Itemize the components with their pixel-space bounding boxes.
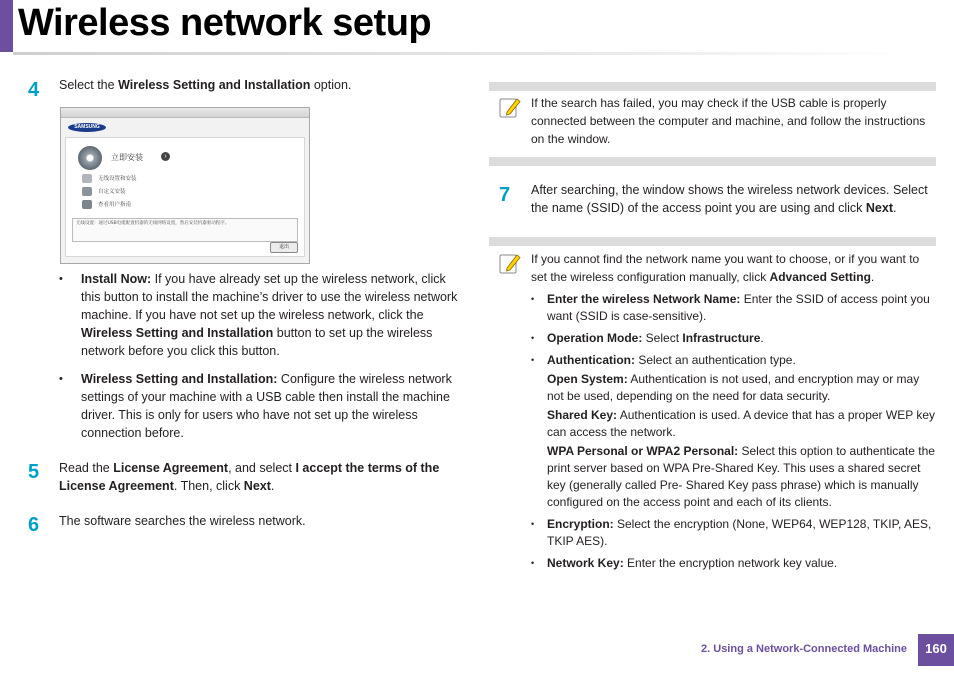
step-7-text: After searching, the window shows the wireless network devices. Select the name (SSID) of the access point you are using and click Next. xyxy=(531,183,928,215)
install-options-list xyxy=(59,270,467,442)
custom-install-label[interactable]: 自定义安装 xyxy=(98,189,126,195)
note-pencil-icon xyxy=(498,95,522,119)
wireless-option-label[interactable]: 无线设置和安装 xyxy=(98,176,137,182)
sub-paragraph: Open System: Authentication is not used, and encryption may or may not be used, depending on the need for data security. xyxy=(547,372,920,403)
note-top-rule xyxy=(489,82,936,91)
step-number-4: 4 xyxy=(28,79,40,101)
list-item: • Network Key: Enter the encryption network key value. xyxy=(531,555,936,572)
list-item: • Wireless Setting and Installation: Configure the wireless network settings of your machine with a USB cable then install the machine driver. This is only for users who have not set up the wireless connection before. xyxy=(59,370,467,442)
description-box xyxy=(72,218,298,242)
install-now-label[interactable]: 立即安装 xyxy=(111,153,143,162)
footer-chapter: 2. Using a Network-Connected Machine xyxy=(701,643,907,655)
user-guide-icon xyxy=(82,200,92,209)
page-title: Wireless network setup xyxy=(18,2,432,44)
step-4-text: Select the Wireless Setting and Installation option. xyxy=(59,78,352,92)
step-6-text: The software searches the wireless network. xyxy=(59,514,306,528)
list-item: • Install Now: If you have already set up the wireless network, click this button to install the machine’s driver to use the wireless network machine. If you have not set up the wireless network, click the Wireless Setting and Installation button to set up the wireless network before you click this button. xyxy=(59,270,467,360)
note-advanced-setting: If you cannot find the network name you want to choose, or if you want to set the wireless configuration manually, click Advanced Setting. xyxy=(531,252,920,284)
step-number-5: 5 xyxy=(28,461,40,483)
description-text: 无线设置：通过USB电缆配置机器的无线网络设置，然后安装机器驱动程序。 xyxy=(76,221,230,226)
list-item: • Enter the wireless Network Name: Enter the SSID of access point you want (SSID is case-sensitive). xyxy=(531,291,936,325)
sub-paragraph: WPA Personal or WPA2 Personal: Select this option to authenticate the print server based on WPA Pre-Shared Key. This uses a shared secret key (generally called Pre- Shared Key pass phrase) which is manually configured on the access point and each of its clients. xyxy=(547,444,935,509)
step-number-6: 6 xyxy=(28,514,40,536)
exit-button[interactable]: 退出 xyxy=(270,242,298,253)
installer-screenshot xyxy=(60,107,310,264)
screenshot-body xyxy=(65,137,305,257)
title-divider xyxy=(13,52,913,55)
advanced-settings-list xyxy=(531,291,936,572)
sub-paragraph: Shared Key: Authentication is used. A device that has a proper WEP key can access the network. xyxy=(547,408,936,439)
brand-text: SAMSUNG xyxy=(74,124,100,130)
user-guide-label[interactable]: 查看用户指南 xyxy=(98,202,132,208)
note-top-rule xyxy=(489,237,936,246)
list-item: • Authentication: Select an authentication type. Open System: Authentication is not used, and encryption may or may not be used, depending on the need for data security. Shared Key: Authentication is used. A device that has a proper WEP key can access the network. WPA Personal or WPA2 Personal: Select this option to authenticate the print server based on WPA Pre-Shared Key. This uses a shared secret key (generally called Pre- Shared Key pass phrase) which is manually configured on the access point and each of its clients. xyxy=(531,352,936,511)
step-number-7: 7 xyxy=(499,184,511,206)
cd-icon xyxy=(78,146,102,170)
wireless-option-icon xyxy=(82,174,92,183)
screenshot-brand-logo xyxy=(68,123,106,132)
custom-install-icon xyxy=(82,187,92,196)
note-pencil-icon xyxy=(498,251,522,275)
list-item: • Operation Mode: Select Infrastructure. xyxy=(531,330,936,347)
note-bottom-rule xyxy=(489,157,936,166)
page-number: 160 xyxy=(918,634,954,666)
arrow-icon: › xyxy=(161,152,170,161)
note-search-failed: If the search has failed, you may check if the USB cable is properly connected between the computer and machine, and follow the instructions on the window. xyxy=(531,96,926,146)
screenshot-titlebar xyxy=(61,108,309,118)
title-accent-bar xyxy=(0,0,13,52)
step-5-text: Read the License Agreement, and select I accept the terms of the License Agreement. Then, click Next. xyxy=(59,461,440,493)
list-item: • Encryption: Select the encryption (None, WEP64, WEP128, TKIP, AES, TKIP AES). xyxy=(531,516,936,550)
